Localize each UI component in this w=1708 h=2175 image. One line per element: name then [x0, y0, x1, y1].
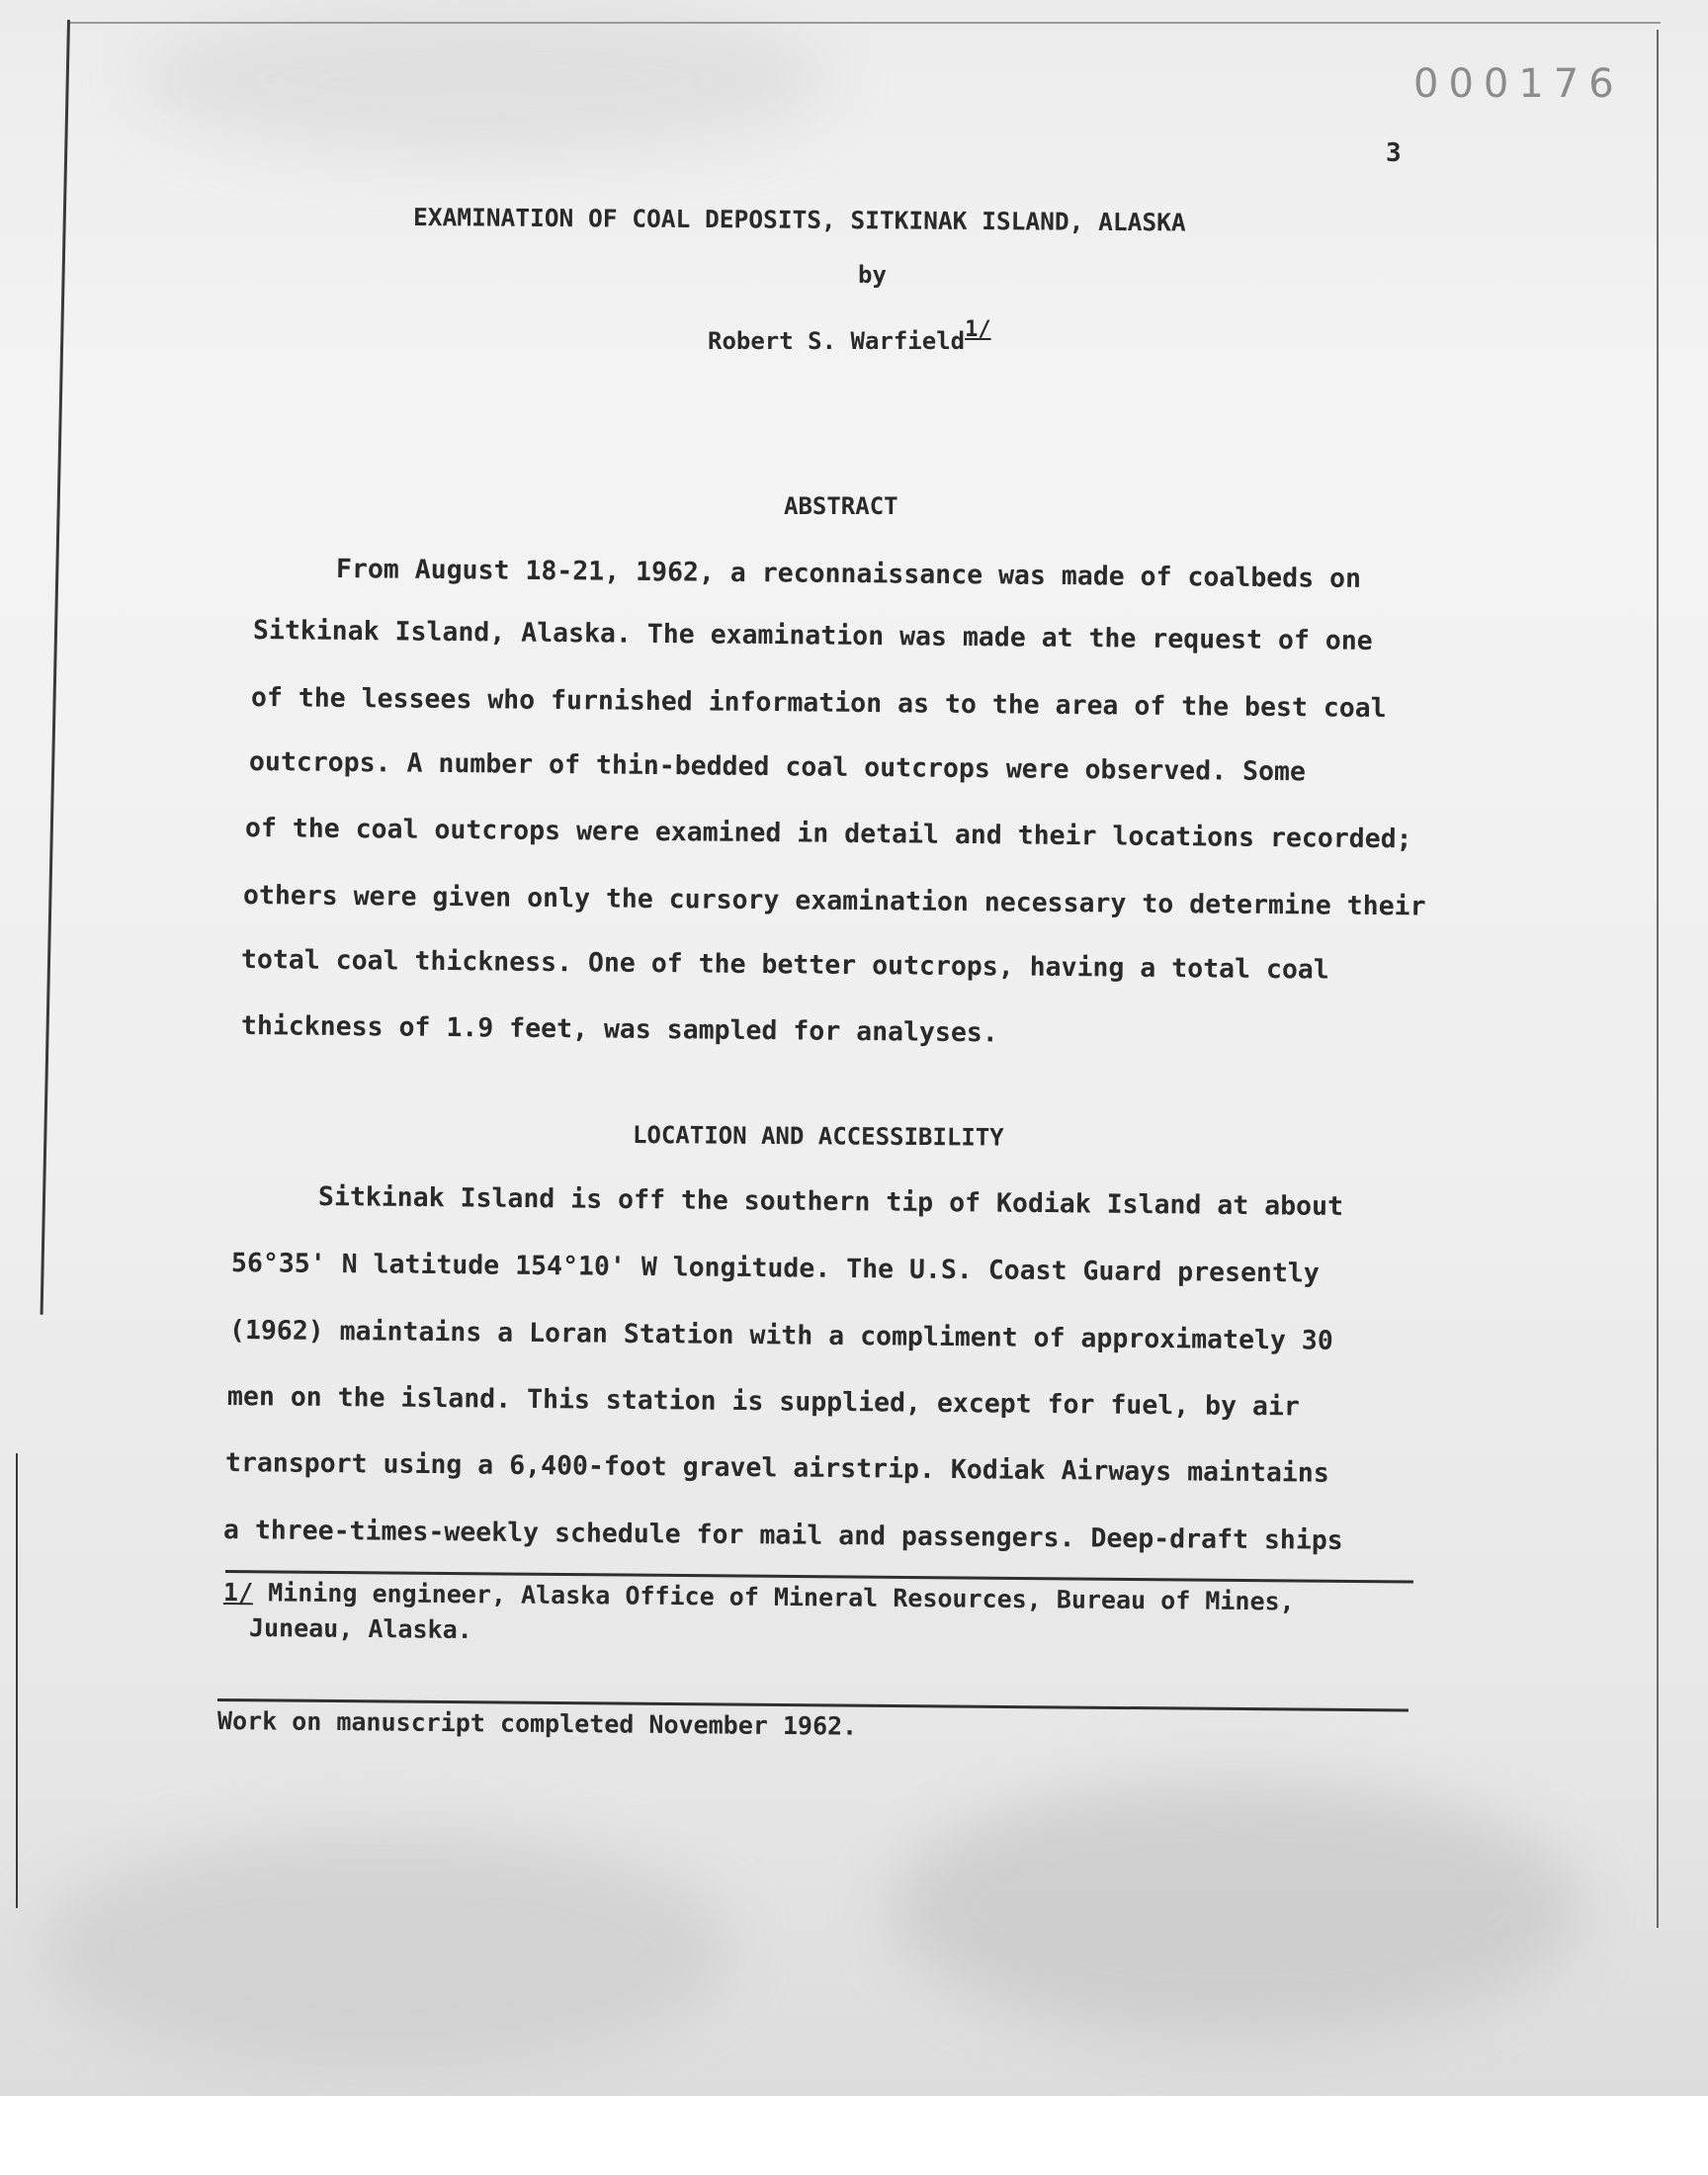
page-edge-left-lower [16, 1453, 18, 1908]
location-line: (1962) maintains a Loran Station with a compliment of approximately 30 [228, 1315, 1333, 1356]
byline-by: by [858, 261, 887, 289]
abstract-line: of the lessees who furnished information as to the area of the best coal [250, 682, 1387, 725]
abstract-line: others were given only the cursory examination necessary to determine their [242, 880, 1426, 922]
manuscript-note: Work on manuscript completed November 1962. [216, 1706, 858, 1741]
footnote-text: Mining engineer, Alaska Office of Mineral Resources, Bureau of Mines, [268, 1578, 1295, 1616]
author-name [708, 317, 991, 355]
location-line: a three-times-weekly schedule for mail and passengers. Deep-draft ships [222, 1515, 1343, 1556]
abstract-heading: ABSTRACT [784, 492, 898, 520]
page-number: 3 [1386, 138, 1402, 168]
abstract-line: of the coal outcrops were examined in detail and their locations recorded; [244, 813, 1412, 855]
page-margin-bottom [0, 2096, 1708, 2175]
author-name-text: Robert S. Warfield [708, 327, 966, 355]
abstract-line: thickness of 1.9 feet, was sampled for analyses. [240, 1010, 998, 1049]
location-line: Sitkinak Island is off the southern tip of Kodiak Island at about [317, 1181, 1344, 1222]
page-edge-left [41, 20, 70, 1315]
abstract-line: Sitkinak Island, Alaska. The examination was made at the request of one [252, 615, 1373, 656]
scan-smudge [138, 0, 830, 158]
page-edge-right [1657, 30, 1659, 1928]
scan-smudge [40, 1829, 731, 2066]
footnote-line-1 [223, 1578, 1295, 1615]
location-line: transport using a 6,400-foot gravel airstrip. Kodiak Airways maintains [224, 1447, 1329, 1489]
page-edge-top [69, 22, 1661, 24]
author-footnote-ref: 1/ [965, 317, 991, 342]
document-number: 000176 [1413, 61, 1624, 107]
scan-smudge [890, 1780, 1581, 2037]
location-heading: LOCATION AND ACCESSIBILITY [632, 1121, 1004, 1152]
location-line: 56°35' N latitude 154°10' W longitude. The U.S. Coast Guard presently [230, 1248, 1320, 1289]
document-title: EXAMINATION OF COAL DEPOSITS, SITKINAK ISLAND, ALASKA [412, 203, 1186, 237]
footnote-line-2: Juneau, Alaska. [248, 1613, 472, 1644]
abstract-line: outcrops. A number of thin-bedded coal outcrops were observed. Some [248, 746, 1307, 788]
abstract-line: total coal thickness. One of the better outcrops, having a total coal [240, 944, 1329, 986]
abstract-line: From August 18-21, 1962, a reconnaissance was made of coalbeds on [335, 554, 1362, 594]
location-line: men on the island. This station is supplied, except for fuel, by air [226, 1381, 1301, 1423]
footnote-marker: 1/ [222, 1578, 254, 1608]
